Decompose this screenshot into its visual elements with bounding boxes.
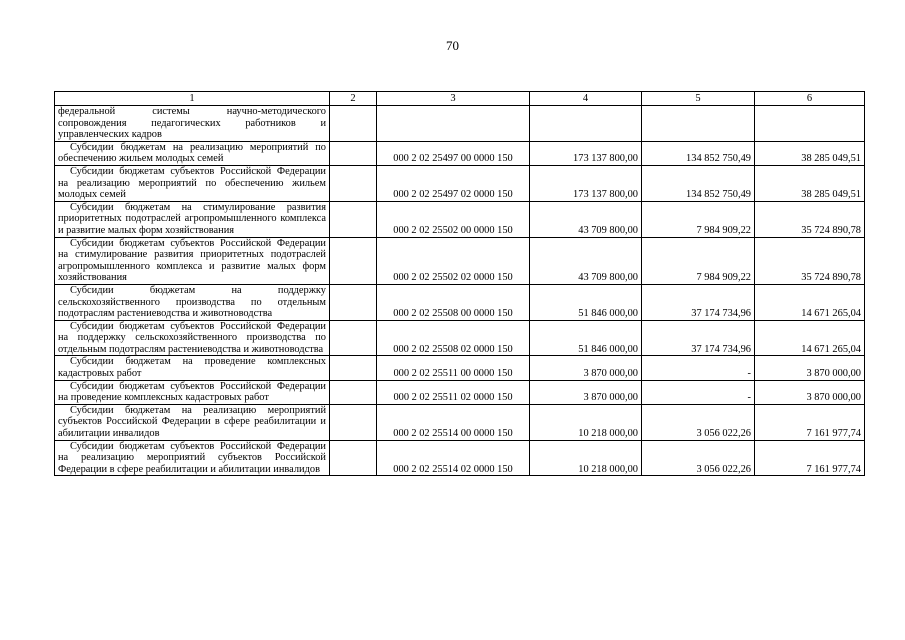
name-cell: Субсидии бюджетам на поддержку сельскохозяйственного производства по отдельным подотраслям растениеводства и животноводства [55,284,330,320]
header-cell: 6 [755,92,865,106]
table-row [55,141,865,165]
col2-cell [330,320,377,356]
plan-amount-cell: 3 870 000,00 [530,380,642,404]
table-row [55,320,865,356]
exec-amount-cell: 7 984 909,22 [642,201,755,237]
rest-amount-cell: 35 724 890,78 [755,201,865,237]
col2-cell [330,141,377,165]
exec-amount-cell [642,106,755,142]
code-cell: 000 2 02 25511 00 0000 150 [377,356,530,380]
col2-cell [330,165,377,201]
header-cell: 5 [642,92,755,106]
exec-amount-cell: - [642,356,755,380]
rest-amount-cell: 38 285 049,51 [755,141,865,165]
plan-amount-cell [530,106,642,142]
code-cell: 000 2 02 25497 02 0000 150 [377,165,530,201]
plan-amount-cell: 173 137 800,00 [530,141,642,165]
code-cell: 000 2 02 25514 02 0000 150 [377,440,530,476]
exec-amount-cell: 134 852 750,49 [642,165,755,201]
code-cell: 000 2 02 25497 00 0000 150 [377,141,530,165]
rest-amount-cell [755,106,865,142]
exec-amount-cell: - [642,380,755,404]
plan-amount-cell: 10 218 000,00 [530,440,642,476]
name-cell: Субсидии бюджетам на реализацию мероприятий субъектов Российской Федерации в сфере реабилитации и абилитации инвалидов [55,404,330,440]
plan-amount-cell: 173 137 800,00 [530,165,642,201]
table-body [55,92,865,476]
page-number: 70 [446,38,459,53]
rest-amount-cell: 14 671 265,04 [755,284,865,320]
header-row [55,92,865,106]
code-cell: 000 2 02 25502 02 0000 150 [377,237,530,284]
name-cell: Субсидии бюджетам субъектов Российской Федерации на поддержку сельскохозяйственного производства по отдельным подотраслям растениеводства и животноводства [55,320,330,356]
rest-amount-cell: 7 161 977,74 [755,404,865,440]
exec-amount-cell: 3 056 022,26 [642,440,755,476]
table-row [55,284,865,320]
exec-amount-cell: 37 174 734,96 [642,320,755,356]
name-cell: Субсидии бюджетам на стимулирование развития приоритетных подотраслей агропромышленного комплекса и развитие малых форм хозяйствования [55,201,330,237]
plan-amount-cell: 43 709 800,00 [530,237,642,284]
rest-amount-cell: 3 870 000,00 [755,380,865,404]
header-cell: 1 [55,92,330,106]
name-cell: Субсидии бюджетам субъектов Российской Федерации на проведение комплексных кадастровых работ [55,380,330,404]
exec-amount-cell: 7 984 909,22 [642,237,755,284]
table-row [55,237,865,284]
col2-cell [330,284,377,320]
budget-table [54,91,865,476]
table-row [55,201,865,237]
table-row [55,356,865,380]
code-cell: 000 2 02 25508 00 0000 150 [377,284,530,320]
col2-cell [330,106,377,142]
code-cell: 000 2 02 25508 02 0000 150 [377,320,530,356]
col2-cell [330,404,377,440]
rest-amount-cell: 35 724 890,78 [755,237,865,284]
col2-cell [330,201,377,237]
table-row [55,380,865,404]
col2-cell [330,237,377,284]
table-row [55,165,865,201]
exec-amount-cell: 3 056 022,26 [642,404,755,440]
exec-amount-cell: 37 174 734,96 [642,284,755,320]
code-cell [377,106,530,142]
name-cell: Субсидии бюджетам на проведение комплексных кадастровых работ [55,356,330,380]
plan-amount-cell: 51 846 000,00 [530,284,642,320]
table-row [55,106,865,142]
table-row [55,404,865,440]
name-cell: Субсидии бюджетам субъектов Российской Федерации на реализацию мероприятий субъектов Российской Федерации в сфере реабилитации и абилитации инвалидов [55,440,330,476]
rest-amount-cell: 7 161 977,74 [755,440,865,476]
header-cell: 4 [530,92,642,106]
code-cell: 000 2 02 25502 00 0000 150 [377,201,530,237]
code-cell: 000 2 02 25514 00 0000 150 [377,404,530,440]
col2-cell [330,440,377,476]
plan-amount-cell: 43 709 800,00 [530,201,642,237]
exec-amount-cell: 134 852 750,49 [642,141,755,165]
plan-amount-cell: 51 846 000,00 [530,320,642,356]
col2-cell [330,356,377,380]
header-cell: 3 [377,92,530,106]
col2-cell [330,380,377,404]
rest-amount-cell: 38 285 049,51 [755,165,865,201]
name-cell: федеральной системы научно-методического сопровождения педагогических работников и управленческих кадров [55,106,330,142]
name-cell: Субсидии бюджетам субъектов Российской Федерации на реализацию мероприятий по обеспечению жильем молодых семей [55,165,330,201]
table-row [55,440,865,476]
header-cell: 2 [330,92,377,106]
name-cell: Субсидии бюджетам субъектов Российской Федерации на стимулирование развития приоритетных подотраслей агропромышленного комплекса и развитие малых форм хозяйствования [55,237,330,284]
name-cell: Субсидии бюджетам на реализацию мероприятий по обеспечению жильем молодых семей [55,141,330,165]
rest-amount-cell: 3 870 000,00 [755,356,865,380]
plan-amount-cell: 3 870 000,00 [530,356,642,380]
rest-amount-cell: 14 671 265,04 [755,320,865,356]
plan-amount-cell: 10 218 000,00 [530,404,642,440]
code-cell: 000 2 02 25511 02 0000 150 [377,380,530,404]
